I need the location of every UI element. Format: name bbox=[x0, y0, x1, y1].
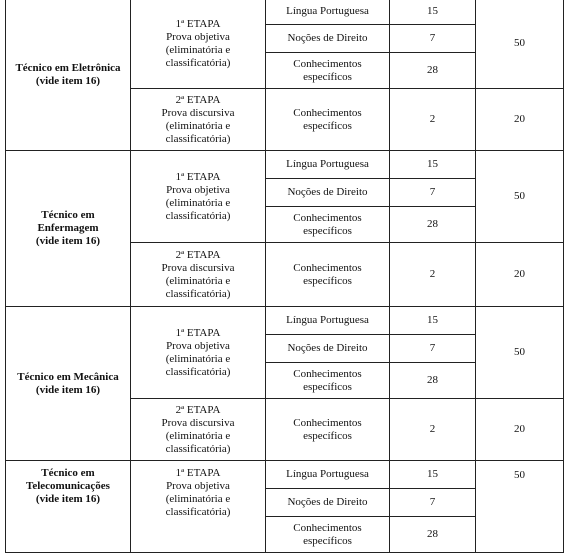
subject-cell bbox=[266, 517, 390, 553]
cargo-line: (vide item 16) bbox=[35, 74, 101, 87]
cargo-cell bbox=[6, 0, 131, 151]
total-cell: 20 bbox=[476, 243, 564, 307]
subject-line: Língua Portuguesa bbox=[286, 314, 369, 326]
etapa-desc-line: classificatória) bbox=[165, 287, 231, 300]
cargo-cell bbox=[6, 307, 131, 461]
cargo-line: (vide item 16) bbox=[35, 235, 101, 247]
questions-cell: 2 bbox=[390, 89, 476, 151]
subject-line: específicos bbox=[303, 429, 352, 442]
etapa-title: 1ª ETAPA bbox=[175, 17, 221, 30]
etapa-desc-line: Prova objetiva bbox=[166, 480, 230, 492]
table-row bbox=[6, 461, 564, 489]
subject-line: Língua Portuguesa bbox=[286, 5, 369, 17]
total-cell: 50 bbox=[476, 0, 564, 89]
questions-cell: 15 bbox=[390, 307, 476, 335]
subject-cell bbox=[266, 363, 390, 399]
etapa-title: 1ª ETAPA bbox=[175, 467, 221, 479]
questions-cell: 7 bbox=[390, 335, 476, 363]
cargo-line: Técnico em bbox=[41, 209, 95, 221]
subject-line: específicos bbox=[303, 70, 352, 83]
questions-cell: 28 bbox=[390, 363, 476, 399]
etapa-cell bbox=[131, 151, 266, 243]
questions-cell: 7 bbox=[390, 489, 476, 517]
subject-line: Conhecimentos bbox=[293, 416, 362, 429]
etapa-desc-line: (eliminatória e bbox=[165, 196, 231, 209]
subject-line: Língua Portuguesa bbox=[286, 468, 369, 480]
subject-line: Noções de Direito bbox=[287, 496, 368, 508]
questions-cell: 28 bbox=[390, 53, 476, 89]
subject-line: Conhecimentos bbox=[293, 106, 362, 119]
cargo-cell bbox=[6, 151, 131, 307]
etapa-desc-line: classificatória) bbox=[165, 132, 231, 145]
subject-line: Conhecimentos bbox=[293, 261, 362, 274]
subject-cell bbox=[266, 489, 390, 517]
etapa-title: 1ª ETAPA bbox=[175, 170, 221, 183]
etapa-desc-line: Prova discursiva bbox=[161, 261, 235, 274]
etapa-desc-line: Prova discursiva bbox=[161, 416, 235, 429]
questions-cell: 15 bbox=[390, 0, 476, 25]
subject-cell bbox=[266, 25, 390, 53]
cargo-line: (vide item 16) bbox=[35, 383, 101, 396]
questions-cell: 7 bbox=[390, 25, 476, 53]
questions-cell: 7 bbox=[390, 179, 476, 207]
subject-line: específicos bbox=[303, 224, 352, 237]
subject-line: específicos bbox=[303, 380, 352, 393]
etapa-title: 2ª ETAPA bbox=[175, 93, 221, 106]
cargo-cell bbox=[6, 461, 131, 553]
subject-line: Conhecimentos bbox=[293, 521, 362, 534]
total-cell: 50 bbox=[476, 307, 564, 399]
subject-cell bbox=[266, 335, 390, 363]
subject-cell bbox=[266, 243, 390, 307]
subject-cell bbox=[266, 307, 390, 335]
etapa-desc-line: (eliminatória e bbox=[165, 119, 231, 132]
cargo-line: Técnico em Mecânica bbox=[17, 370, 119, 383]
etapa-desc-line: Prova discursiva bbox=[161, 106, 235, 119]
etapa-desc-line: Prova objetiva bbox=[166, 339, 230, 352]
etapa-desc-line: Prova objetiva bbox=[166, 183, 230, 196]
subject-line: Noções de Direito bbox=[287, 342, 368, 354]
subject-line: Conhecimentos bbox=[293, 57, 362, 70]
subject-line: Conhecimentos bbox=[293, 367, 362, 380]
table-row bbox=[6, 0, 564, 25]
cargo-line: Enfermagem bbox=[37, 222, 99, 234]
subject-line: específicos bbox=[303, 534, 352, 547]
etapa-desc-line: (eliminatória e bbox=[165, 493, 231, 505]
total-cell: 50 bbox=[476, 461, 564, 553]
questions-cell: 2 bbox=[390, 243, 476, 307]
questions-cell: 2 bbox=[390, 399, 476, 461]
cargo-line: Técnico em Eletrônica bbox=[15, 61, 121, 74]
cargo-line: (vide item 16) bbox=[35, 493, 101, 505]
subject-line: específicos bbox=[303, 274, 352, 287]
etapa-title: 2ª ETAPA bbox=[175, 403, 221, 416]
etapa-desc-line: (eliminatória e bbox=[165, 43, 231, 56]
etapa-desc-line: classificatória) bbox=[165, 209, 231, 222]
subject-cell bbox=[266, 207, 390, 243]
subject-line: Conhecimentos bbox=[293, 211, 362, 224]
table-row bbox=[6, 307, 564, 335]
subject-line: Noções de Direito bbox=[287, 186, 368, 198]
etapa-cell bbox=[131, 89, 266, 151]
etapa-desc-line: (eliminatória e bbox=[165, 352, 231, 365]
etapa-desc-line: classificatória) bbox=[165, 506, 231, 518]
subject-cell bbox=[266, 0, 390, 25]
cargo-line: Técnico em bbox=[41, 467, 95, 479]
etapa-desc-line: classificatória) bbox=[165, 56, 231, 69]
etapa-desc-line: classificatória) bbox=[165, 442, 231, 455]
table-row bbox=[6, 151, 564, 179]
subject-cell bbox=[266, 151, 390, 179]
etapa-cell bbox=[131, 461, 266, 553]
subject-cell bbox=[266, 53, 390, 89]
questions-cell: 28 bbox=[390, 517, 476, 553]
cargo-line: Telecomunicações bbox=[26, 480, 110, 492]
subject-cell bbox=[266, 399, 390, 461]
questions-cell: 15 bbox=[390, 151, 476, 179]
total-cell: 50 bbox=[476, 151, 564, 243]
etapa-title: 2ª ETAPA bbox=[175, 248, 221, 261]
questions-cell: 15 bbox=[390, 461, 476, 489]
subject-cell bbox=[266, 89, 390, 151]
etapa-desc-line: Prova objetiva bbox=[166, 30, 230, 43]
etapa-cell bbox=[131, 0, 266, 89]
questions-cell: 28 bbox=[390, 207, 476, 243]
etapa-title: 1ª ETAPA bbox=[175, 326, 221, 339]
etapa-cell bbox=[131, 307, 266, 399]
etapa-desc-line: (eliminatória e bbox=[165, 274, 231, 287]
total-cell: 20 bbox=[476, 89, 564, 151]
total-cell: 20 bbox=[476, 399, 564, 461]
subject-line: Língua Portuguesa bbox=[286, 158, 369, 170]
subject-line: Noções de Direito bbox=[287, 32, 368, 44]
etapa-desc-line: classificatória) bbox=[165, 365, 231, 378]
etapa-cell bbox=[131, 243, 266, 307]
etapa-desc-line: (eliminatória e bbox=[165, 429, 231, 442]
subject-cell bbox=[266, 179, 390, 207]
subject-cell bbox=[266, 461, 390, 489]
exam-structure-table bbox=[5, 0, 564, 553]
etapa-cell bbox=[131, 399, 266, 461]
subject-line: específicos bbox=[303, 119, 352, 132]
